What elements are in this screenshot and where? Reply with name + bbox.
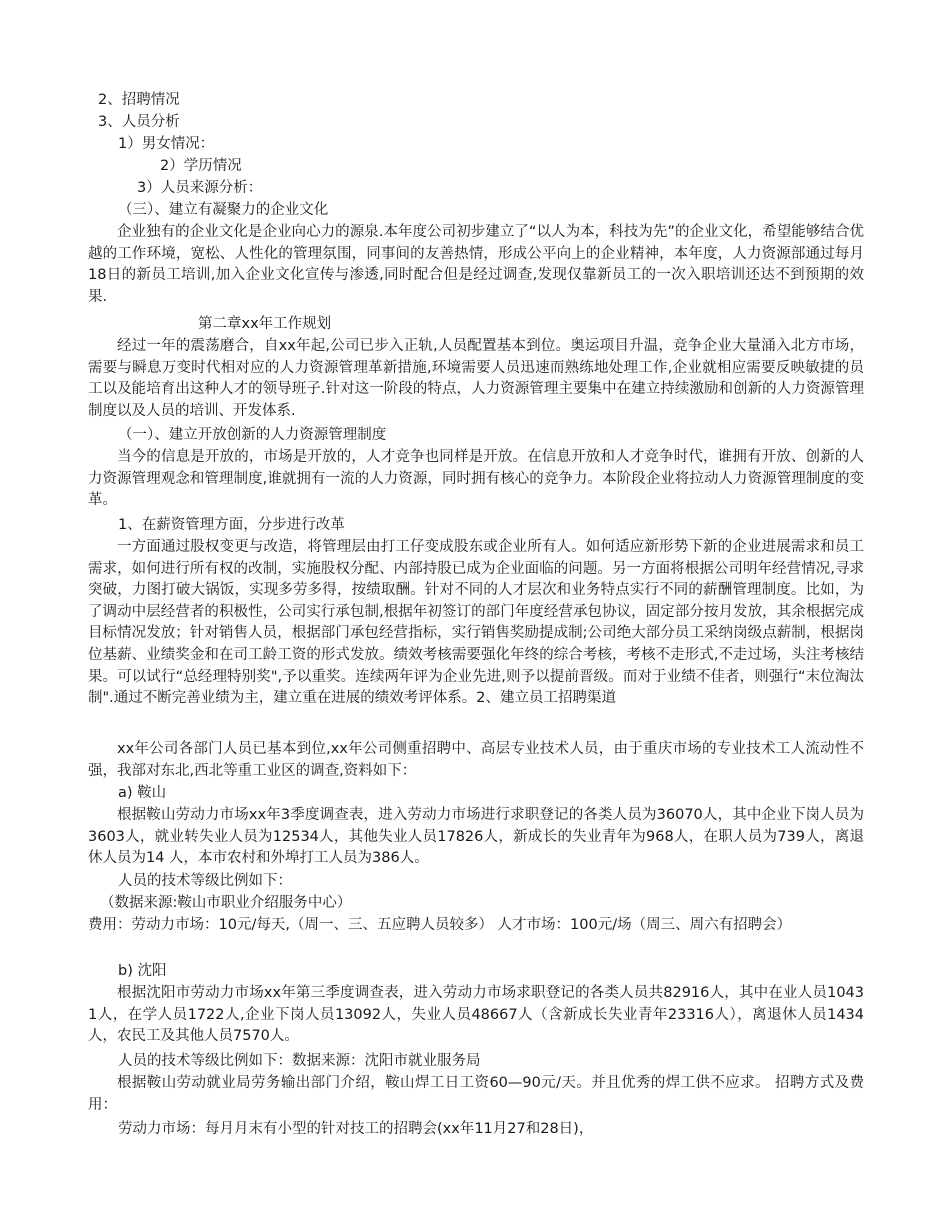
welder-paragraph: 根据鞍山劳动就业局劳务输出部门介绍，鞍山焊工日工资60—90元/天。并且优秀的焊工供不应求。 招聘方式及费用： (88, 1075, 864, 1113)
open-system-paragraph: 当今的信息是开放的，市场是开放的，人才竞争也同样是开放。在信息开放和人才竞争时代，谁拥有开放、创新的人力资源管理观念和管理制度,谁就拥有一流的人力资源，同时拥有核心的竞争力。本阶段企业将拉动人力资源管理制度的变革。 (88, 449, 864, 509)
open-system-heading: （一）、建立开放创新的人力资源管理制度 (118, 427, 387, 443)
salary-heading: 1、在薪资管理方面，分步进行改革 (118, 517, 345, 533)
source-heading: 3）人员来源分析： (137, 180, 263, 196)
chapter-two-title: 第二章xx年工作规划 (198, 316, 332, 332)
culture-section-heading: （三）、建立有凝聚力的企业文化 (118, 202, 329, 218)
anshan-fee-paragraph: 费用：劳动力市场：10元/每天,（周一、三、五应聘人员较多） 人才市场：100元/场（周三、周六有招聘会） (88, 917, 792, 933)
shenyang-heading: b) 沈阳 (118, 963, 167, 979)
anshan-heading: a) 鞍山 (118, 785, 167, 801)
shenyang-paragraph: 根据沈阳市劳动力市场xx年第三季度调查表，进入劳动力市场求职登记的各类人员共82916人，其中在业人员10431人，在学人员1722人,企业下岗人员13092人，失业人员48667人（含新成长失业青年23316人），离退休人员1434人，农民工及其他人员7570人。 (88, 985, 864, 1045)
culture-paragraph: 企业独有的企业文化是企业向心力的源泉.本年度公司初步建立了“以人为本，科技为先”的企业文化，希望能够结合优越的工作环境，宽松、人性化的管理氛围，同事间的友善热情，形成公平向上的企业精神，本年度，人力资源部通过每月18日的新员工培训,加入企业文化宣传与渗透,同时配合但是经过调查,发现仅靠新员工的一次入职培训还达不到预期的效果. (88, 224, 864, 305)
staff-analysis-heading: 3、人员分析 (98, 114, 180, 130)
labor-market-line: 劳动力市场：每月月末有小型的针对技工的招聘会(xx年11月27和28日)， (118, 1121, 594, 1137)
chapter-two-paragraph: 经过一年的震荡磨合，自xx年起,公司已步入正轨,人员配置基本到位。奥运项目升温，竞争企业大量涌入北方市场，需要与瞬息万变时代相对应的人力资源管理革新措施,环境需要人员迅速而熟练地处理工作,企业就相应需要反映敏捷的员工以及能培育出这种人才的领导班子.针对这一阶段的特点，人力资源管理主要集中在建立持续激励和创新的人力资源管理制度以及人员的培训、开发体系. (88, 338, 864, 419)
anshan-data-source: （数据来源:鞍山市职业介绍服务中心） (100, 895, 352, 911)
anshan-tech-ratio: 人员的技术等级比例如下： (118, 873, 292, 889)
gender-heading: 1）男女情况： (118, 136, 215, 152)
recruit-paragraph: xx年公司各部门人员已基本到位,xx年公司侧重招聘中、高层专业技术人员，由于重庆市场的专业技术工人流动性不强，我部对东北,西北等重工业区的调查,资料如下： (88, 741, 864, 779)
anshan-paragraph: 根据鞍山劳动力市场xx年3季度调查表，进入劳动力市场进行求职登记的各类人员为36070人，其中企业下岗人员为3603人，就业转失业人员为12534人，其他失业人员17826人，新成长的失业青年为968人，在职人员为739人，离退休人员为14 人，本市农村和外埠打工人员为386人。 (88, 807, 864, 867)
shenyang-ratio-source: 人员的技术等级比例如下：数据来源：沈阳市就业服务局 (118, 1053, 481, 1069)
recruit-status-heading: 2、招聘情况 (98, 92, 180, 108)
salary-paragraph: 一方面通过股权变更与改造，将管理层由打工仔变成股东或企业所有人。如何适应新形势下新的企业进展需求和员工需求，如何进行所有权的改制，实施股权分配、内部持股已成为企业面临的问题。另一方面将根据公司明年经营情况,寻求突破，力图打破大锅饭，实现多劳多得，按绩取酬。针对不同的人才层次和业务特点实行不同的薪酬管理制度。比如，为了调动中层经营者的积极性，公司实行承包制,根据年初签订的部门年度经营承包协议，固定部分按月发放，其余根据完成目标情况发放；针对销售人员，根据部门承包经营指标，实行销售奖励提成制;公司绝大部分员工采纳岗级点薪制，根据岗位基薪、业绩奖金和在司工龄工资的形式发放。绩效考核需要强化年终的综合考核，考核不走形式,不走过场，头注考核结果。可以试行“总经理特别奖",予以重奖。连续两年评为企业先进,则予以提前晋级。而对于业绩不佳者，则强行“末位淘汰制".通过不断完善业绩为主，建立重在进展的绩效考评体系。2、建立员工招聘渠道 (88, 539, 864, 707)
education-heading: 2）学历情况 (160, 158, 242, 174)
